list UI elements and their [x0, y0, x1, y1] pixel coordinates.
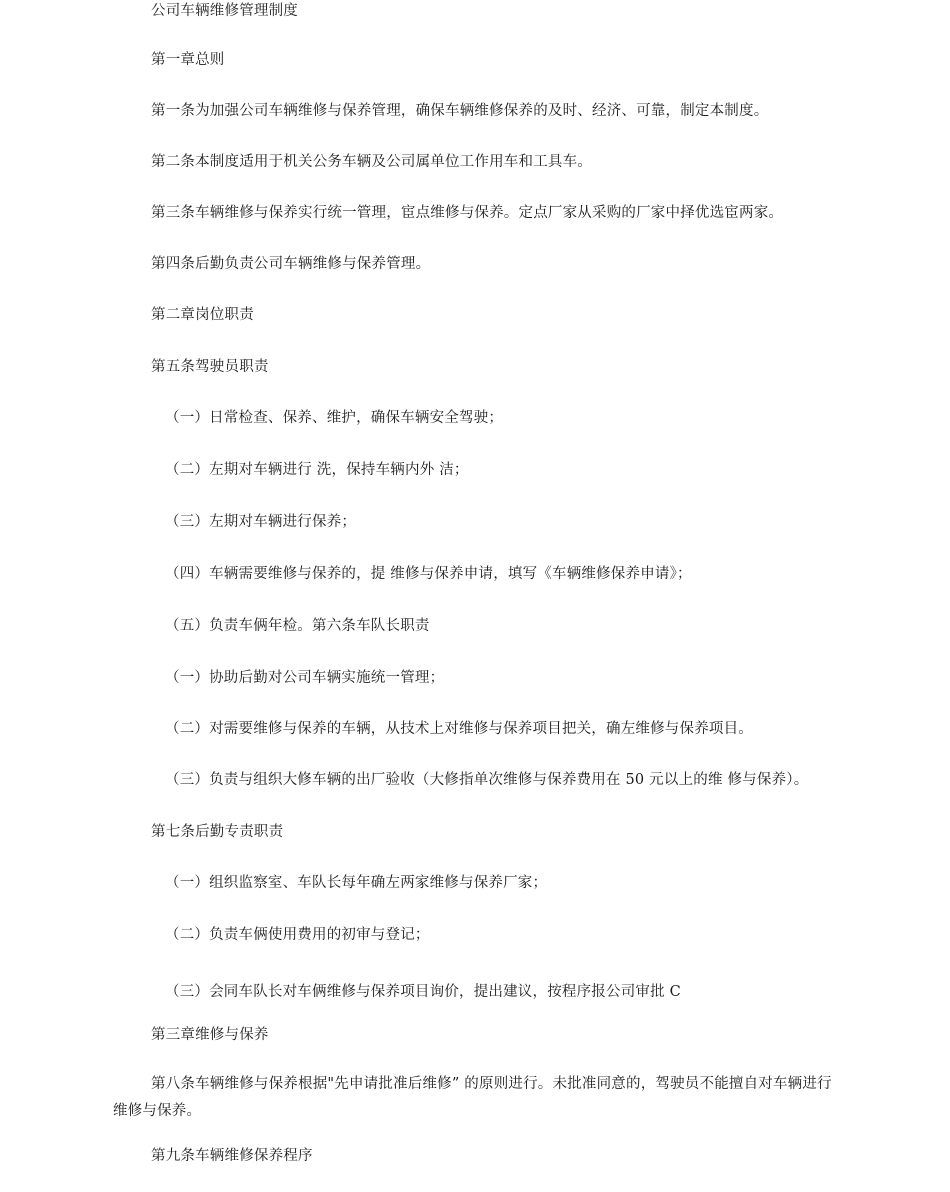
article-paragraph: 第八条车辆维修与保养根据"先申请批准后维修” 的原则进行。未批准同意的，驾驶员不能擅自对车辆进行维修与保养。: [113, 1076, 832, 1119]
article-paragraph: 第一条为加强公司车辆维修与保养管理，确保车辆维修保养的及时、经济、可靠，制定本制度。: [151, 103, 769, 119]
article-paragraph: 第三条车辆维修与保养实行统一管理，宦点维修与保养。定点厂家从采购的厂家中择优选宦两家。: [151, 205, 784, 221]
article-paragraph: 第四条后勤负责公司车辆维修与保养管理。: [151, 256, 431, 272]
list-item: （一）协助后勤对公司车辆实施统一管理；: [165, 670, 445, 686]
list-item: （三）会同车队长对车俩维修与保养项目询价，提出建议，按程序报公司审批 C: [165, 984, 681, 1000]
list-item: （三）左期对车辆进行保养；: [165, 514, 357, 530]
article-heading: 第七条后勤专责职责: [151, 824, 284, 840]
article-paragraph: 第二条本制度适用于机关公务车辆及公司属单位工作用车和工具车。: [151, 154, 592, 170]
chapter-heading: 第一章总则: [151, 52, 225, 68]
list-item: （二）负责车俩使用费用的初审与登记；: [165, 927, 430, 943]
list-item: （一）组织监察室、车队长每年确左两家维修与保养厂家；: [165, 875, 548, 891]
list-item: （一）日常检查、保养、维护，确保车辆安全驾驶；: [165, 410, 504, 426]
document-title: 公司车辆维修管理制度: [151, 3, 298, 19]
article-heading: 第五条驾驶员职责: [151, 359, 269, 375]
list-item: （四）车辆需要维修与保养的，提 维修与保养申请，填写《车辆维修保养申请》；: [165, 566, 692, 582]
list-item: （二）对需要维修与保养的车辆，从技术上对维修与保养项目把关，确左维修与保养项目。: [165, 721, 753, 737]
chapter-heading: 第三章维修与保养: [151, 1027, 269, 1043]
list-item: （五）负责车俩年检。第六条车队长职责: [165, 618, 430, 634]
article-heading: 第九条车辆维修保养程序: [151, 1148, 313, 1164]
list-item: （二）左期对车辆进行 洗，保持车辆内外 洁；: [165, 462, 469, 478]
list-item: （三）负责与组织大修车辆的出厂验收（大修指单次维修与保养费用在 50 元以上的维 修与保养）。: [165, 772, 809, 788]
chapter-heading: 第二章岗位职责: [151, 307, 254, 323]
